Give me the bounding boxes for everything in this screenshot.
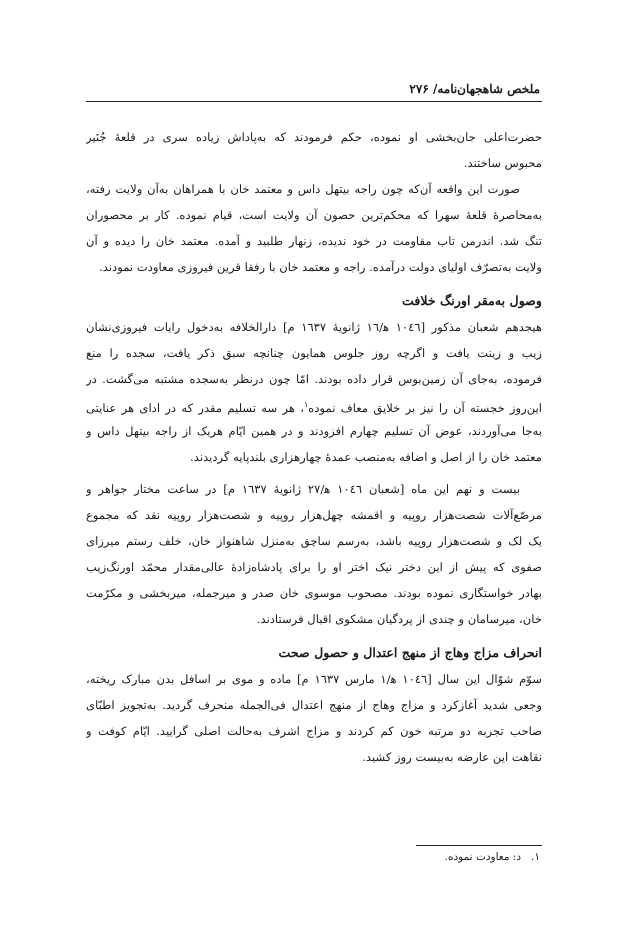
footnote-text: د: معاودت نموده. [444,851,522,863]
text-line: مرصّع‌آلات شصت‌هزار روپیه و اقمشه چهل‌هزار روپیه و شصت‌هزار روپیه نقد که مجموع [86,508,542,522]
text-line [86,392,542,418]
text-line: وجعی شدید آغازکرد و مزاج وهاج از منهج اعتدال فی‌الجمله منحرف گردید. به‌تجویز اطبّای [86,698,542,712]
text-line: به‌جا می‌آوردند، عوض آن تسلیم چهارم افزودند و در همین ایّام هریک از راجه بیتهل داس و [86,424,542,438]
text-line: زیب و زینت یافت و اگرچه روز جلوس همایون چنانچه سبق ذکر یافت، سجده را منع [86,346,542,360]
text-line: هیجدهم شعبان مذکور [۱۰٤٦ ه‍/۱٦ ژانویهٔ ۱٦۳۷ م] دارالخلافه به‌دخول رایات فیروزی‌نشان [86,320,542,334]
text-line: صاحب تجربه دو مرتبه خون کم کردند و مزاج اشرف به‌حالت اصلی گرایید. ایّام کوفت و [86,724,542,738]
text-line: یک لک و شصت‌هزار روپیه باشد، به‌رسم ساچق به‌منزل شاهنواز خان، خلف رستم میرزای [86,534,542,548]
text-line: محبوس ساختند. [463,156,542,170]
running-head: ملخص شاهجهان‌نامه/ ۲۷۶ [409,82,540,96]
text-line: فرموده، به‌جای آن زمین‌بوس قرار داده بودند. امّا چون درنظر به‌سجده مشتبه می‌گشت. در [86,372,542,386]
footnote [445,851,540,863]
footnote-rule [416,845,542,846]
text-line: صورت این واقعه آن‌که چون راجه بیتهل داس و معتمد خان با همراهان به‌آن ولایت رفته، [86,182,520,196]
text-line: نقاهت این عارضه به‌بیست روز کشید. [362,750,542,764]
text-line: بیست و نهم این ماه [شعبان ۱۰٤٦ ه‍/۲۷ ژانویهٔ ۱٦۳۷ م] در ساعت مختار جواهر و [86,482,520,496]
header-rule [86,101,542,102]
text-line: خان، میرسامان و چندی از پردگیان مشکوی اقبال فرستادند. [256,612,542,626]
text-line: تنگ شد. اندرمن تاب مقاومت در خود ندیده، زنهار طلبید و آمده. معتمد خان را دیده و آن [86,234,542,248]
text-line: بهادر خواستگاری نموده بودند. مصحوب موسوی خان صدر و میرجمله، میربخشی و مکرّمت [86,586,542,600]
text-line: معتمد خان را از اصل و اضافه به‌منصب عمدهٔ چهارهزاری بلندپایه گردیدند. [190,450,542,464]
page-body [86,124,542,770]
text-fragment: این‌روز خجسته آن را نیز بر خلایق معاف نموده [308,400,542,415]
section-heading: وصول به‌مقر اورنگ خلافت [401,293,542,308]
text-line: سوّم شوّال این سال [۱۰٤٦ ه‍/۱ مارس ۱٦۳۷ م] ماده و موی بر اسافل بدن مبارک ریخته، [86,672,542,686]
text-line: صفوی که پیش از این دختر نیک اختر او را برای پادشاه‌زادهٔ عالی‌مقدار محمّد اورنگ‌زیب [86,560,542,574]
text-fragment: ، هر سه تسلیم مقدر که در ادای هر عنایتی [86,400,304,415]
section-heading: انحراف مزاج وهاج از منهج اعتدال و حصول صحت [278,645,542,660]
footnote-number: ۱. [531,851,540,863]
text-line: ولایت به‌تصرّف اولیای دولت درآمده. راجه و معتمد خان با رفقا قرین فیروزی معاودت نمودند. [99,260,542,274]
footnote-ref[interactable]: ۱ [304,400,309,409]
text-line: به‌محاصرهٔ قلعهٔ سهرا که محکم‌ترین حصون آن ولایت است، قیام نموده. کار بر محصوران [86,208,542,222]
text-line: حضرت‌اعلی جان‌بخشی او نموده، حکم فرمودند که به‌پاداش زیاده سری در قلعهٔ جُنَیر [86,130,542,144]
